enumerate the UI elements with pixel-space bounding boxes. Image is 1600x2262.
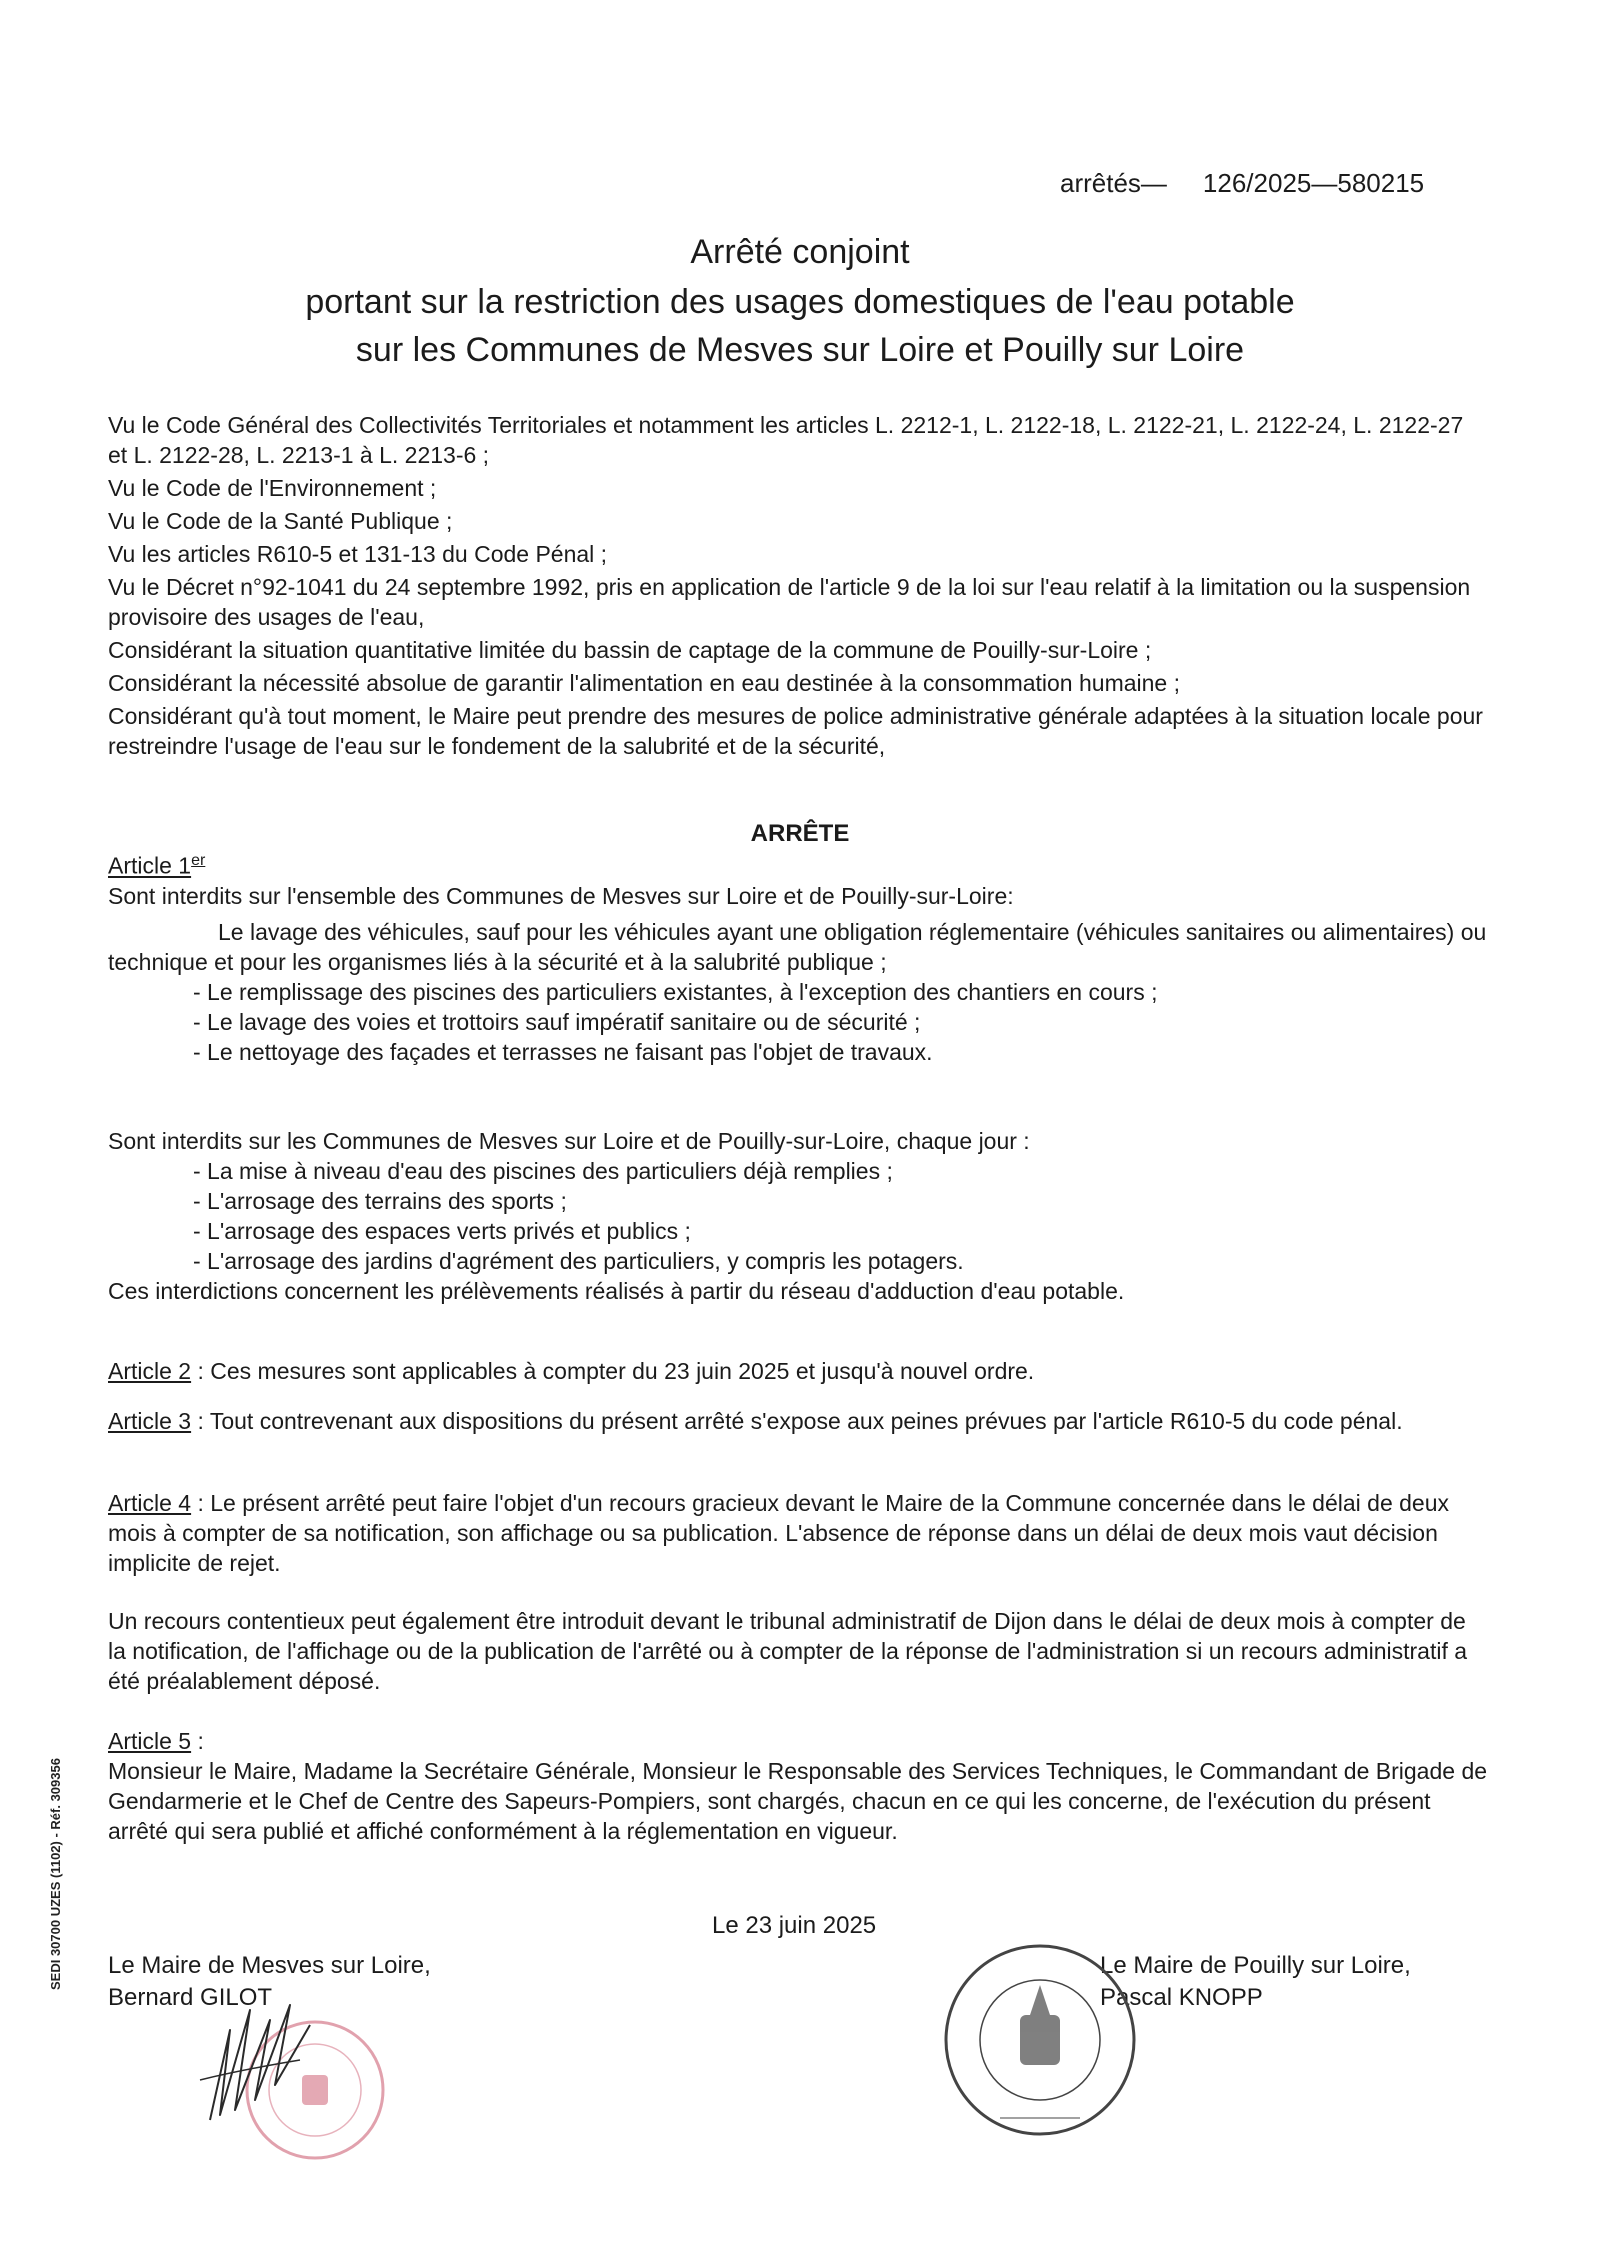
document-subtitle-line1: portant sur la restriction des usages domestiques de l'eau potable xyxy=(305,283,1295,321)
article-1-daily-item: - L'arrosage des terrains des sports ; xyxy=(193,1188,567,1214)
article-1-daily-item: - L'arrosage des espaces verts privés et publics ; xyxy=(193,1218,691,1244)
article-3-text: : Tout contrevenant aux dispositions du présent arrêté s'expose aux peines prévues par l'article R610-5 du code pénal. xyxy=(191,1408,1403,1434)
article-1-daily-item: - L'arrosage des jardins d'agrément des particuliers, y compris les potagers. xyxy=(193,1248,964,1274)
article-2-text: : Ces mesures sont applicables à compter du 23 juin 2025 et jusqu'à nouvel ordre. xyxy=(191,1358,1035,1384)
article-5-colon: : xyxy=(191,1728,204,1754)
consideration-item: Vu le Code de l'Environnement ; xyxy=(108,475,437,501)
consideration-item: Considérant la nécessité absolue de garantir l'alimentation en eau destinée à la consommation humaine ; xyxy=(108,670,1180,696)
consideration-item: Vu le Décret n°92-1041 du 24 septembre 1992, pris en application de l'article 9 de la loi sur l'eau relatif à la limitation ou la suspension provisoire des usages de l'eau, xyxy=(108,574,1471,630)
consideration-item: Vu les articles R610-5 et 131-13 du Code Pénal ; xyxy=(108,541,608,567)
reference-prefix: arrêtés— xyxy=(1060,168,1167,198)
document-subtitle-line2: sur les Communes de Mesves sur Loire et Pouilly sur Loire xyxy=(355,331,1245,369)
signatory-left-name: Bernard GILOT xyxy=(108,1984,273,2011)
consideration-item: Considérant qu'à tout moment, le Maire peut prendre des mesures de police administrative générale adaptées à la situation locale pour restreindre l'usage de l'eau sur le fondement de la salubrité et de la sécurité, xyxy=(108,703,1483,759)
recours-paragraph xyxy=(108,1606,1488,1696)
article-1-daily xyxy=(108,1126,1488,1306)
article-1-title: Article 1 xyxy=(108,852,192,879)
article-3-label: Article 3 xyxy=(108,1408,192,1434)
signature-left xyxy=(180,1990,340,2135)
article-2-label: Article 2 xyxy=(108,1358,192,1384)
article-1-daily-item: - La mise à niveau d'eau des piscines des particuliers déjà remplies ; xyxy=(193,1158,893,1184)
signatory-right xyxy=(1100,1950,1411,2014)
reference-number xyxy=(1060,168,1424,199)
official-stamp-right xyxy=(940,1940,1140,2145)
article-5-label: Article 5 xyxy=(108,1728,192,1754)
signature-date: Le 23 juin 2025 xyxy=(712,1912,877,1939)
article-1-closing: Ces interdictions concernent les prélèvements réalisés à partir du réseau d'adduction d'eau potable. xyxy=(108,1278,1125,1304)
signatory-right-name: Pascal KNOPP xyxy=(1100,1984,1263,2011)
article-1-sup: er xyxy=(191,852,206,869)
article-1-item: - Le lavage des voies et trottoirs sauf impératif sanitaire ou de sécurité ; xyxy=(193,1008,921,1035)
signatory-right-title: Le Maire de Pouilly sur Loire, xyxy=(1100,1952,1411,1979)
article-5 xyxy=(108,1726,1488,1846)
arrete-heading: ARRÊTE xyxy=(750,820,850,847)
article-1-first-item-text: Le lavage des véhicules, sauf pour les véhicules ayant une obligation réglementaire (véhicules sanitaires ou alimentaires) ou technique et pour les organismes liés à la sécurité et à la salubrité publique ; xyxy=(108,918,1487,975)
article-1-item: - Le remplissage des piscines des particuliers existantes, à l'exception des chantiers en cours ; xyxy=(193,978,1158,1005)
reference-value: 126/2025—580215 xyxy=(1202,168,1425,198)
recours-text: Un recours contentieux peut également être introduit devant le tribunal administratif de Dijon dans le délai de deux mois à compter de la notification, de l'affichage ou de la publication de l'arrêté ou à compter de la réponse de l'administration si un recours administratif a été préalablement déposé. xyxy=(108,1608,1468,1694)
signatory-left-title: Le Maire de Mesves sur Loire, xyxy=(108,1952,431,1979)
stamp-right-graphic xyxy=(940,1940,1140,2140)
document-title: Arrêté conjoint xyxy=(690,233,910,271)
article-1-intro: Sont interdits sur l'ensemble des Communes de Mesves sur Loire et de Pouilly-sur-Loire: xyxy=(108,882,1014,909)
consideration-item: Vu le Code de la Santé Publique ; xyxy=(108,508,453,534)
article-1-label xyxy=(108,846,1488,881)
article-3 xyxy=(108,1406,1488,1436)
considerations xyxy=(108,410,1488,764)
article-4-label: Article 4 xyxy=(108,1490,192,1516)
article-5-body: Monsieur le Maire, Madame la Secrétaire Générale, Monsieur le Responsable des Services Techniques, le Commandant de Brigade de Gendarmerie et le Chef de Centre des Sapeurs-Pompiers, sont chargés, chacun en ce qui les concerne, de l'exécution du présent arrêté qui sera publié et affiché conformément à la réglementation en vigueur. xyxy=(108,1758,1488,1844)
article-2 xyxy=(108,1356,1488,1386)
article-1-item: - Le nettoyage des façades et terrasses ne faisant pas l'objet de travaux. xyxy=(193,1038,933,1065)
printer-reference: SEDI 30700 UZES (1102) - Réf. 309356 xyxy=(48,1758,63,1990)
handwritten-signature-icon xyxy=(180,1990,340,2130)
article-4-text: : Le présent arrêté peut faire l'objet d'un recours gracieux devant le Maire de la Commune concernée dans le délai de deux mois à compter de sa notification, son affichage ou sa publication. L'absence de réponse dans un délai de deux mois vaut décision implicite de rejet. xyxy=(108,1490,1450,1576)
consideration-item: Vu le Code Général des Collectivités Territoriales et notamment les articles L. 2212-1, L. 2122-18, L. 2122-21, L. 2122-24, L. 2122-27 et L. 2122-28, L. 2213-1 à L. 2213-6 ; xyxy=(108,412,1464,468)
article-1-intro2: Sont interdits sur les Communes de Mesves sur Loire et de Pouilly-sur-Loire, chaque jour : xyxy=(108,1128,1030,1154)
article-1-first-item xyxy=(108,917,1488,977)
consideration-item: Considérant la situation quantitative limitée du bassin de captage de la commune de Pouilly-sur-Loire ; xyxy=(108,637,1152,663)
article-4 xyxy=(108,1488,1488,1578)
article-1 xyxy=(108,846,1488,1067)
